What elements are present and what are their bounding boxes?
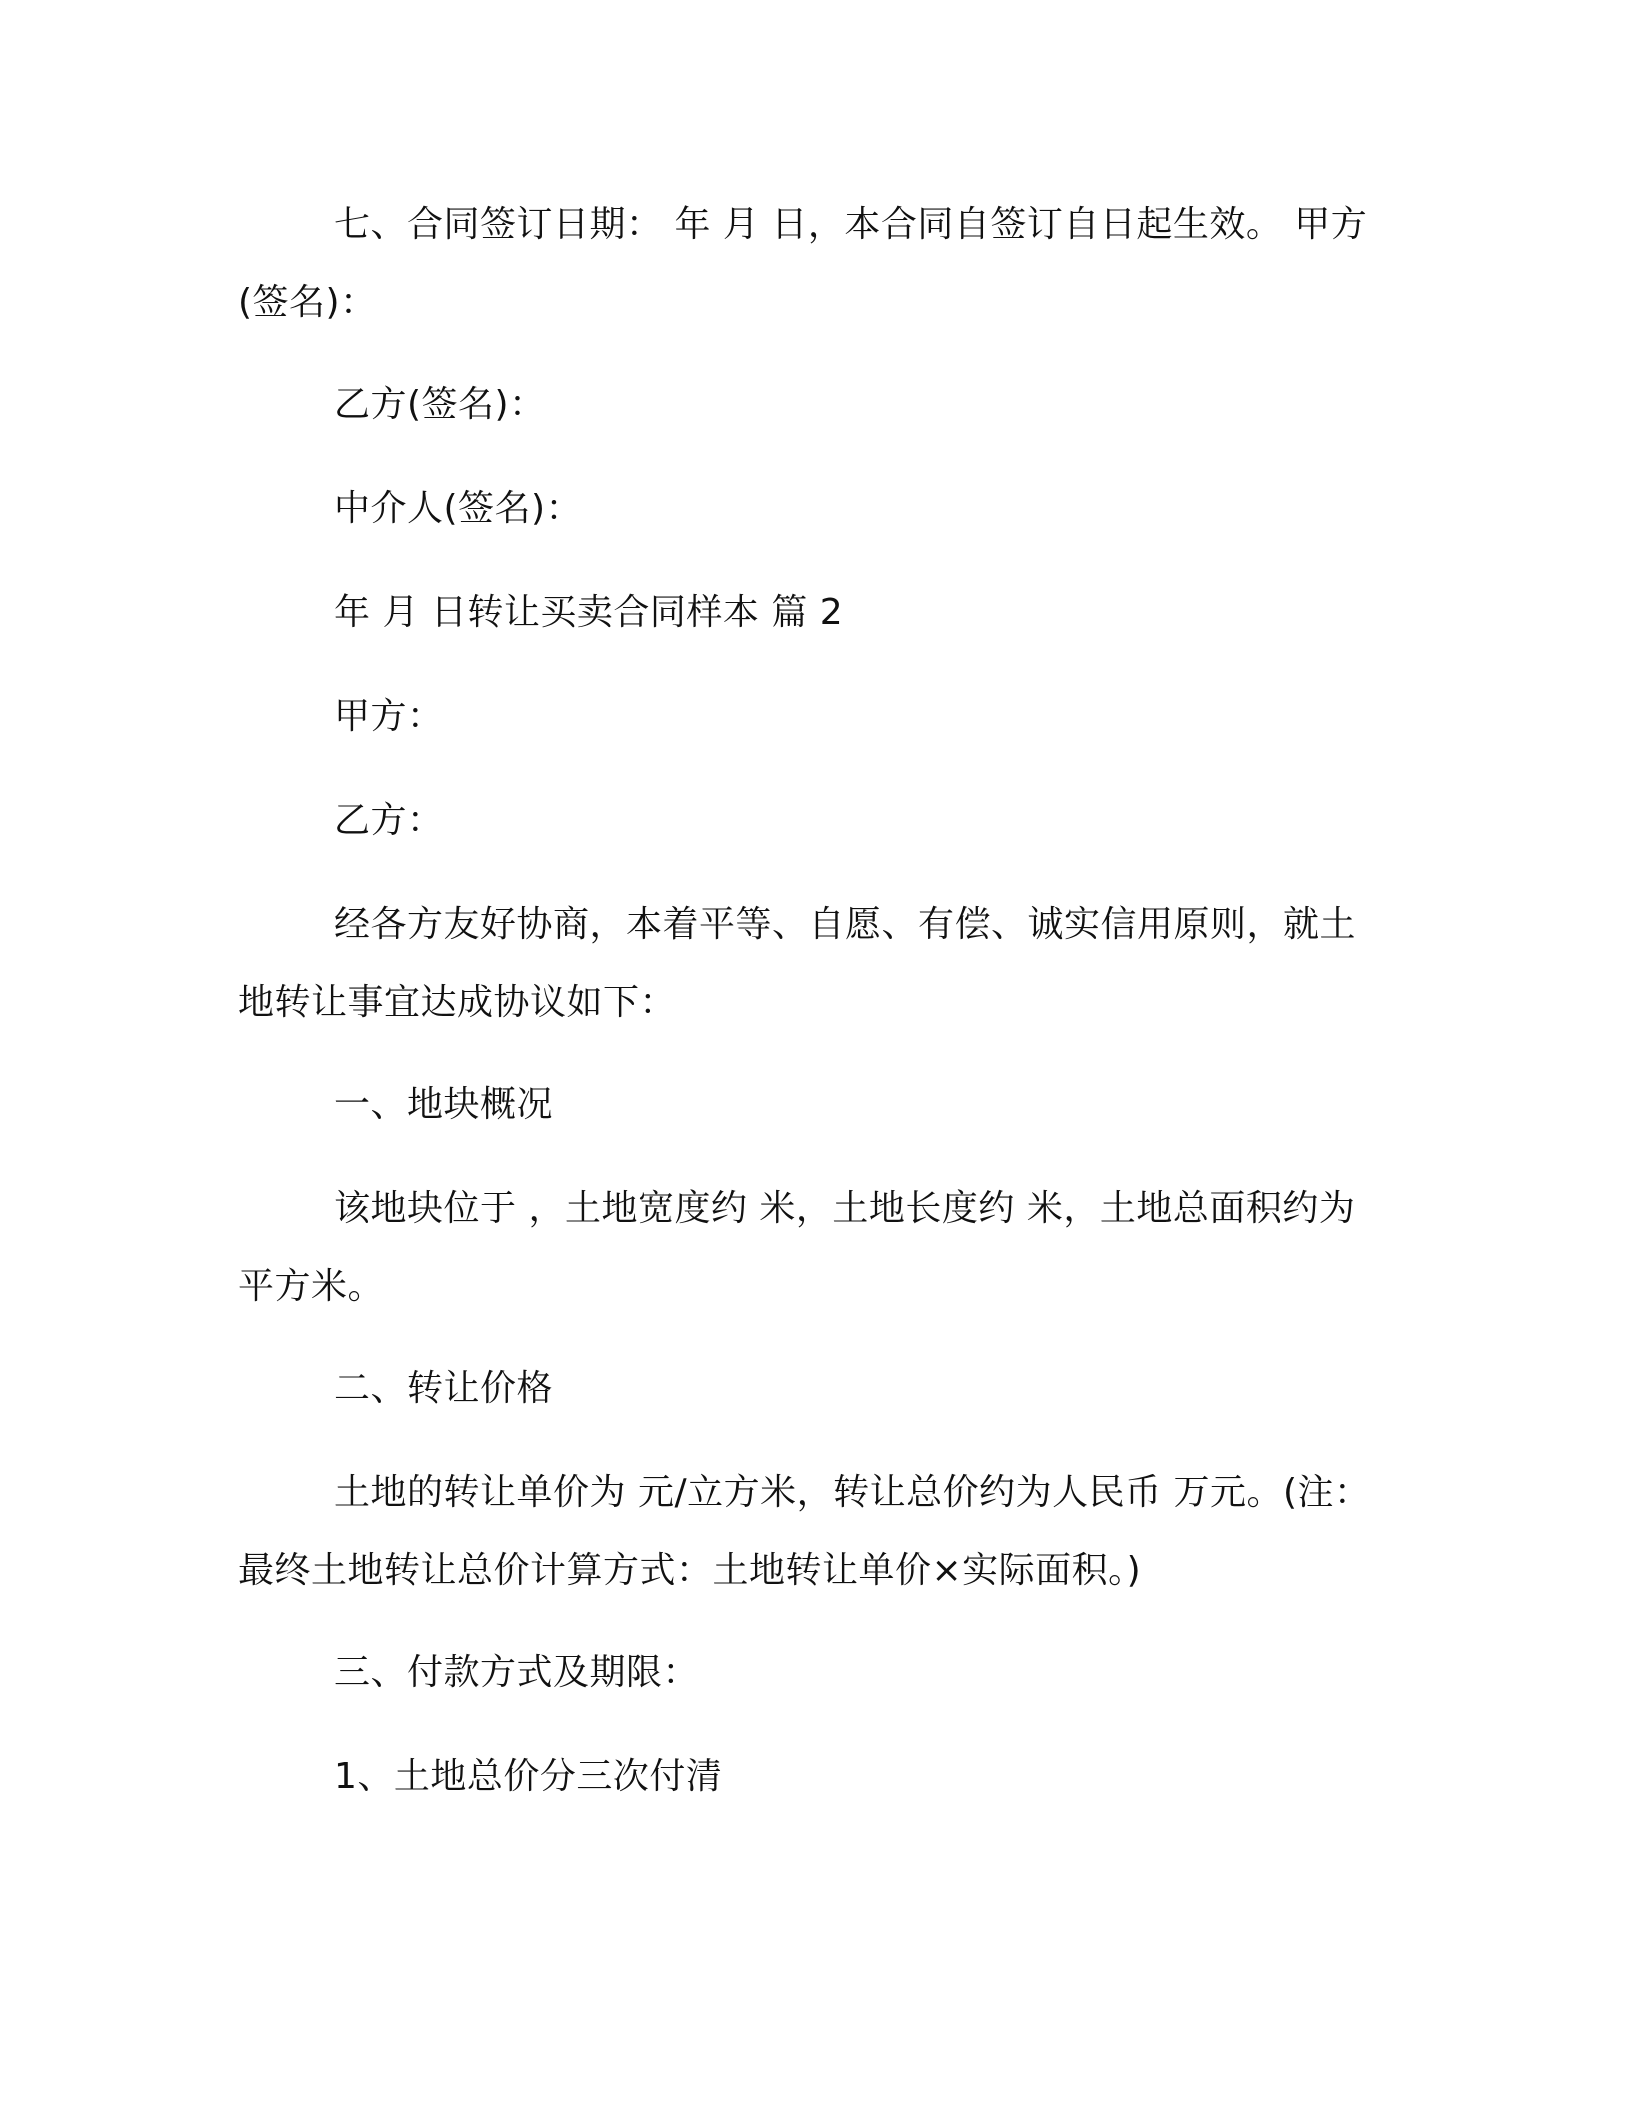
transfer-price-text: 土地的转让单价为 元/立方米，转让总价约为人民币 万元。(注：最终土地转让总价计算方式：土地转让单价×实际面积。) [238, 1472, 1371, 1591]
document-body [238, 186, 1374, 1842]
party-b-label: 乙方： [334, 800, 444, 841]
payment-item-1: 1、土地总价分三次付清 [334, 1756, 723, 1797]
intermediary-signature: 中介人(签名)： [334, 488, 583, 529]
section-title: 年 月 日转让买卖合同样本 篇 2 [334, 592, 844, 633]
heading-transfer-price: 二、转让价格 [334, 1368, 554, 1409]
heading-payment-terms: 三、付款方式及期限： [334, 1652, 700, 1693]
party-b-signature: 乙方(签名)： [334, 384, 546, 425]
heading-land-overview: 一、地块概况 [334, 1084, 554, 1125]
agreement-intro: 经各方友好协商，本着平等、自愿、有偿、诚实信用原则，就土地转让事宜达成协议如下： [238, 904, 1357, 1023]
party-a-label: 甲方： [334, 696, 444, 737]
land-overview-text: 该地块位于 ，土地宽度约 米，土地长度约 米，土地总面积约为平方米。 [238, 1188, 1356, 1307]
contract-date-clause: 七、合同签订日期： 年 月 日，本合同自签订自日起生效。 甲方(签名)： [238, 204, 1368, 323]
